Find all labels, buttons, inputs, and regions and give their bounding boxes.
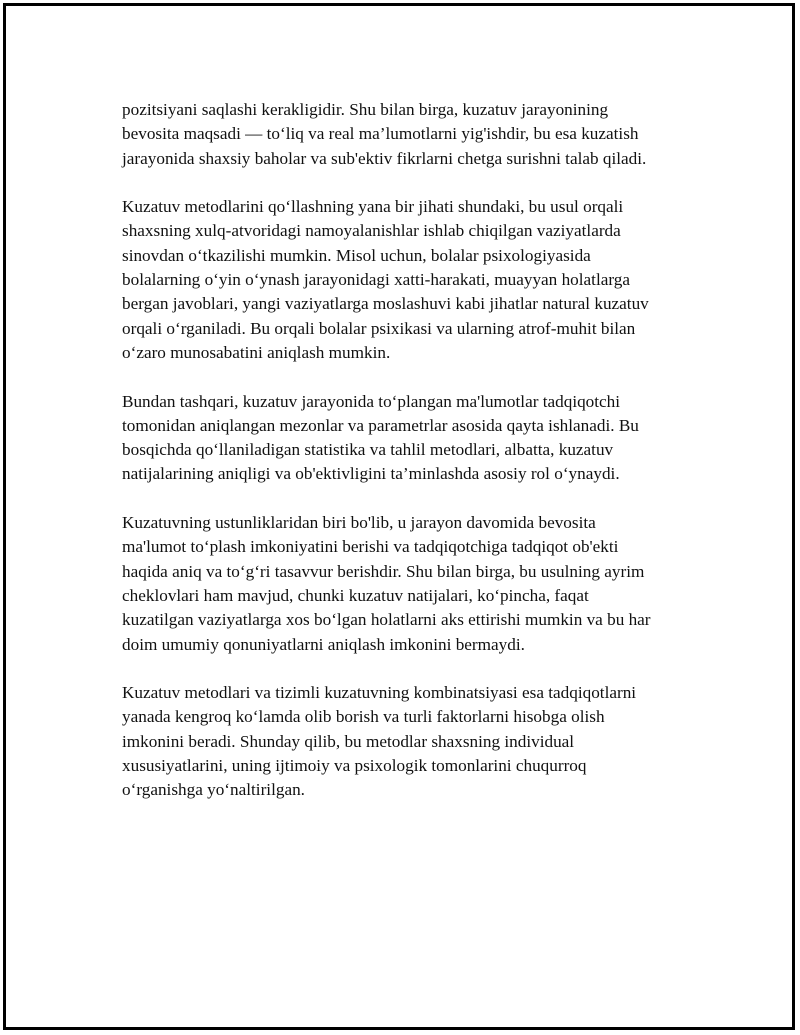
- paragraph-2: Kuzatuv metodlarini qo‘llashning yana bir jihati shundaki, bu usul orqali shaxsning xulq-atvoridagi namoyalanishlar ishlab chiqilgan vaziyatlarda sinovdan o‘tkazilishi mumkin. Misol uchun, bolalar psixologiyasida bolalarning o‘yin o‘ynash jarayonidagi xatti-harakati, muayyan holatlarga bergan javoblari, yangi vaziyatlarga moslashuvi kabi jihatlar natural kuzatuv orqali o‘rganiladi. Bu orqali bolalar psixikasi va ularning atrof-muhit bilan o‘zaro munosabatini aniqlash mumkin.: [122, 197, 649, 362]
- paragraph-4: Kuzatuvning ustunliklaridan biri bo'lib, u jarayon davomida bevosita ma'lumot to‘plash imkoniyatini berishi va tadqiqotchiga tadqiqot ob'ekti haqida aniq va to‘g‘ri tasavvur berishdir. Shu bilan birga, bu usulning ayrim cheklovlari ham mavjud, chunki kuzatuv natijalari, ko‘pincha, faqat kuzatilgan vaziyatlarga xos bo‘lgan holatlarni aks ettirishi mumkin va bu har doim umumiy qonuniyatlarni aniqlash imkonini bermaydi.: [122, 513, 651, 654]
- document-body: [122, 98, 702, 827]
- paragraph-3: Bundan tashqari, kuzatuv jarayonida to‘plangan ma'lumotlar tadqiqotchi tomonidan aniqlangan mezonlar va parametrlar asosida qayta ishlanadi. Bu bosqichda qo‘llaniladigan statistika va tahlil metodlari, albatta, kuzatuv natijalarining aniqligi va ob'ektivligini ta’minlashda asosiy rol o‘ynaydi.: [122, 391, 639, 484]
- paragraph-5: Kuzatuv metodlari va tizimli kuzatuvning kombinatsiyasi esa tadqiqotlarni yanada kengroq ko‘lamda olib borish va turli faktorlarni hisobga olish imkonini beradi. Shunday qilib, bu metodlar shaxsning individual xususiyatlarini, uning ijtimoiy va psixologik tomonlarini chuqurroq o‘rganishga yo‘naltirilgan.: [122, 683, 637, 800]
- paragraph-1: pozitsiyani saqlashi kerakligidir. Shu bilan birga, kuzatuv jarayonining bevosita maqsadi — to‘liq va real ma’lumotlarni yig'ishdir, bu esa kuzatish jarayonida shaxsiy baholar va sub'ektiv fikrlarni chetga surishni talab qiladi.: [122, 100, 647, 168]
- page-frame: [3, 3, 795, 1030]
